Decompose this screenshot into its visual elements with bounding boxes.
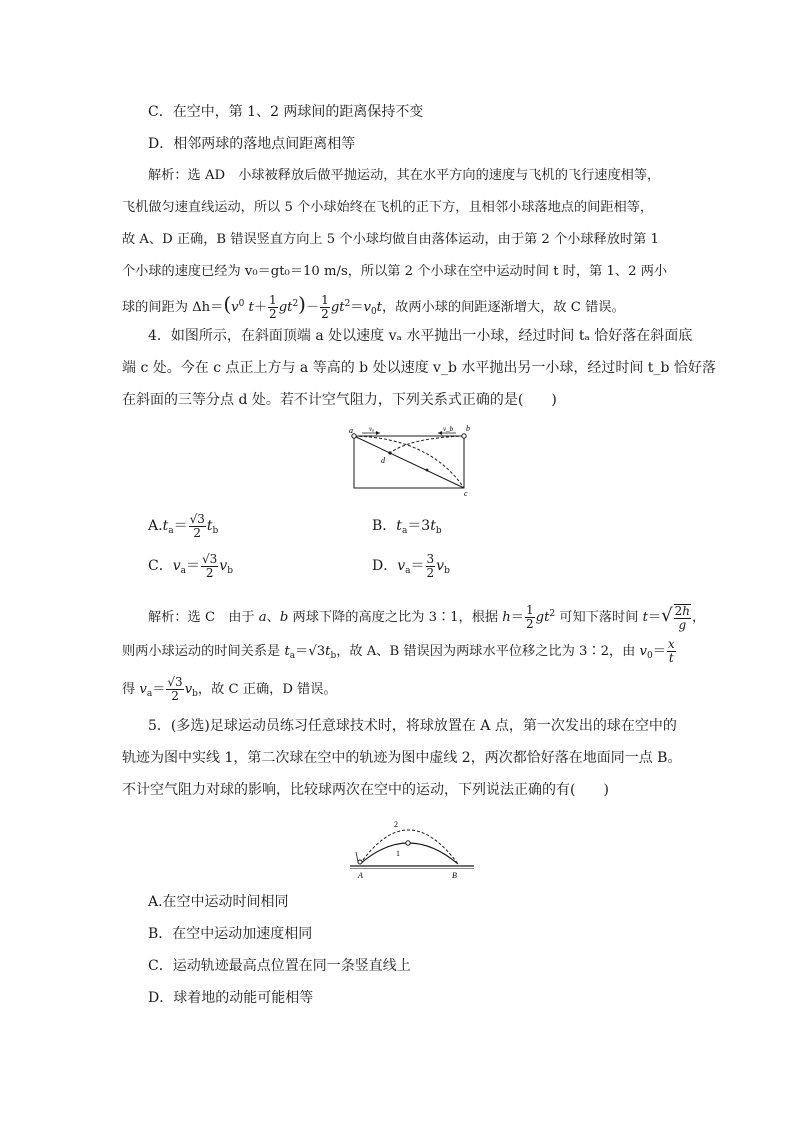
q4-solution-line-3: 得 $v_a=$ $\frac{√3}{2}$ $v_b$，故 C 正确，D 错误。	[122, 675, 337, 703]
q3-option-d: D．相邻两球的落地点间距离相等	[148, 136, 356, 152]
q4-path-b	[390, 436, 464, 453]
q5-curve-1	[360, 843, 458, 864]
q5-option-b: B．在空中运动加速度相同	[148, 926, 313, 942]
q5-curve-2	[360, 830, 458, 864]
q5-stem-line-1: 5．(多选)足球运动员练习任意球技术时，将球放置在 A 点，第一次发出的球在空中的	[148, 718, 677, 734]
q4-label-c: c	[464, 489, 468, 498]
q4-point-d	[388, 451, 391, 454]
q5-option-d: D．球着地的动能可能相等	[148, 990, 314, 1006]
q4-arrow-va-head	[376, 431, 380, 435]
q4-arrow-vb-head	[438, 431, 442, 435]
q4-label-d: d	[381, 456, 385, 465]
q4-option-b: B．$t_a=3t_b$	[372, 518, 442, 536]
q4-label-va: vₐ	[369, 425, 375, 433]
q3-solution-line-2: 飞机做匀速直线运动，所以 5 个小球始终在飞机的正下方，且相邻小球落地点的间距相等，	[122, 200, 654, 215]
q3-solution-line-1: 解析：选 AD 小球被释放后做平抛运动，其在水平方向的速度与飞机的飞行速度相等，	[148, 168, 661, 183]
q3-solution-line-5	[122, 290, 625, 326]
q3-delta-h-formula: ($v^0$ t＋ $\frac{1}{2}$ $gt^2)-$ $\frac{1}{2}$ $gt^2=v_0t$	[223, 292, 382, 321]
q5-player-leg	[356, 852, 358, 862]
q4-solution-line-1: 解析：选 C 由于 a、b 两球下降的高度之比为 3∶1，根据 h＝ $\frac{1}{2}$ $gt^2$ 可知下落时间 t＝√ $\frac{2h}{g}$ ，	[148, 603, 706, 632]
q4-stem-line-2: 端 c 处。今在 c 点正上方与 a 等高的 b 处以速度 v_b 水平抛出另一小球，经过时间 t_b 恰好落	[122, 360, 716, 376]
q4-label-vb: v_b	[443, 425, 454, 433]
q5-trajectory-figure	[340, 806, 480, 882]
q5-ball	[358, 860, 362, 864]
q4-option-d: D．$v_a=$ $\frac{3}{2}$ $v_b$	[372, 551, 450, 580]
q5-apex-point	[406, 841, 410, 845]
q5-label-curve-1: 1	[396, 849, 400, 858]
q4-point-third	[426, 469, 429, 472]
q4-incline-figure	[340, 420, 480, 498]
q4-label-a: a	[349, 426, 353, 435]
q4-option-a: $A.t_a=$ $\frac{√3}{2}$ $t_b$	[148, 511, 219, 540]
q5-label-curve-2: 2	[394, 820, 398, 829]
q5-option-c: C．运动轨迹最高点位置在同一条竖直线上	[148, 958, 411, 974]
q5-label-A: A	[358, 871, 363, 880]
q4-option-c: C．$v_a=$ $\frac{√3}{2}$ $v_b$	[148, 551, 233, 580]
q4-stem-line-1: 4．如图所示，在斜面顶端 a 处以速度 vₐ 水平抛出一小球，经过时间 tₐ 恰好落在斜面底	[148, 328, 693, 344]
q5-stem-line-2: 轨迹为图中实线 1，第二次球在空中的轨迹为图中虚线 2，两次都恰好落在地面同一点 B。	[122, 750, 682, 766]
q3-solution-line-4: 个小球的速度已经为 v₀＝gt₀＝10 m/s，所以第 2 个小球在空中运动时间 t 时，第 1、2 两小	[122, 264, 668, 279]
q5-label-B: B	[452, 871, 457, 880]
q5-option-a: A.在空中运动时间相同	[148, 894, 289, 910]
q4-stem-line-3: 在斜面的三等分点 d 处。若不计空气阻力，下列关系式正确的是( )	[122, 392, 557, 408]
q3-option-c: C．在空中，第 1、2 两球间的距离保持不变	[148, 104, 424, 120]
q3-solution-line-5-suffix: ，故两小球的间距逐渐增大，故 C 错误。	[381, 300, 625, 315]
q4-solution-line-2: 则两小球运动的时间关系是 $t_a=√3t_b$，故 A、B 错误因为两球水平位移之比为 3∶2，由 $v_0=$ $\frac{x}{t}$	[122, 637, 675, 665]
q4-point-b	[462, 434, 466, 438]
q3-solution-line-3: 故 A、D 正确，B 错误竖直方向上 5 个小球均做自由落体运动，由于第 2 个小球释放时第 1	[122, 232, 659, 247]
q3-solution-line-5-prefix: 球的间距为 Δh＝	[122, 300, 224, 315]
q4-label-b: b	[466, 424, 470, 433]
q5-stem-line-3: 不计空气阻力对球的影响，比较球两次在空中的运动，下列说法正确的有( )	[122, 782, 609, 798]
